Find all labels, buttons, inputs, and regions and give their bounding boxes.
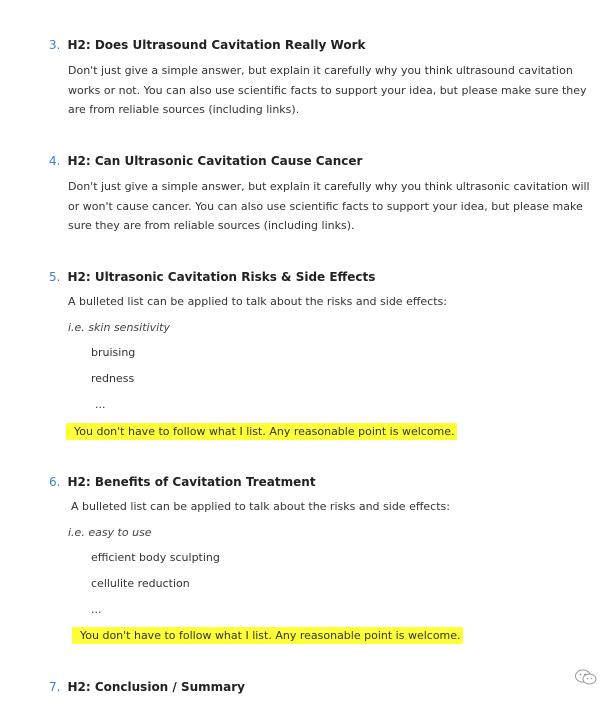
section-4-heading xyxy=(49,153,362,169)
section-7-heading xyxy=(49,679,245,695)
section-5-note: You don't have to follow what I list. Any reasonable point is welcome. xyxy=(66,423,457,440)
section-4-title: H2: Can Ultrasonic Cavitation Cause Cancer xyxy=(67,154,363,168)
section-4-number: 4. xyxy=(49,154,61,168)
section-6-number: 6. xyxy=(49,475,61,489)
section-6-title: H2: Benefits of Cavitation Treatment xyxy=(67,475,316,489)
section-5-heading xyxy=(49,269,375,285)
section-5-number: 5. xyxy=(49,270,61,284)
section-6-heading xyxy=(49,474,316,490)
section-5-item-3: redness xyxy=(91,372,135,385)
section-6-item-2: efficient body sculpting xyxy=(91,551,220,564)
wechat-icon xyxy=(574,668,598,686)
section-4-paragraph: Don't just give a simple answer, but explain it carefully why you think ultrasonic cavitation will or won't cause cancer. You can also use scientific facts to support your idea, but please make sure they are from reliable sources (including links). xyxy=(68,180,590,232)
section-3-number: 3. xyxy=(49,38,61,52)
section-7-title: H2: Conclusion / Summary xyxy=(67,680,245,694)
section-5-title: H2: Ultrasonic Cavitation Risks & Side Effects xyxy=(67,270,376,284)
section-6-note: You don't have to follow what I list. Any reasonable point is welcome. xyxy=(72,627,463,644)
section-5-intro: A bulleted list can be applied to talk about the risks and side effects: xyxy=(68,295,447,308)
section-5-item-2: bruising xyxy=(91,346,136,359)
section-3-heading xyxy=(49,37,365,53)
section-3-title: H2: Does Ultrasound Cavitation Really Work xyxy=(67,38,366,52)
section-5-item-1: i.e. skin sensitivity xyxy=(68,321,170,334)
section-3-paragraph: Don't just give a simple answer, but explain it carefully why you think ultrasound cavitation works or not. You can also use scientific facts to support your idea, but please make sure they are from reliable sources (including links). xyxy=(68,64,587,116)
section-6-item-3: cellulite reduction xyxy=(91,577,190,590)
section-6-intro: A bulleted list can be applied to talk about the risks and side effects: xyxy=(71,500,450,513)
section-6-item-1: i.e. easy to use xyxy=(68,526,152,539)
section-6-item-4: ... xyxy=(91,603,102,616)
section-5-item-4: ... xyxy=(95,398,106,411)
section-7-number: 7. xyxy=(49,680,61,694)
